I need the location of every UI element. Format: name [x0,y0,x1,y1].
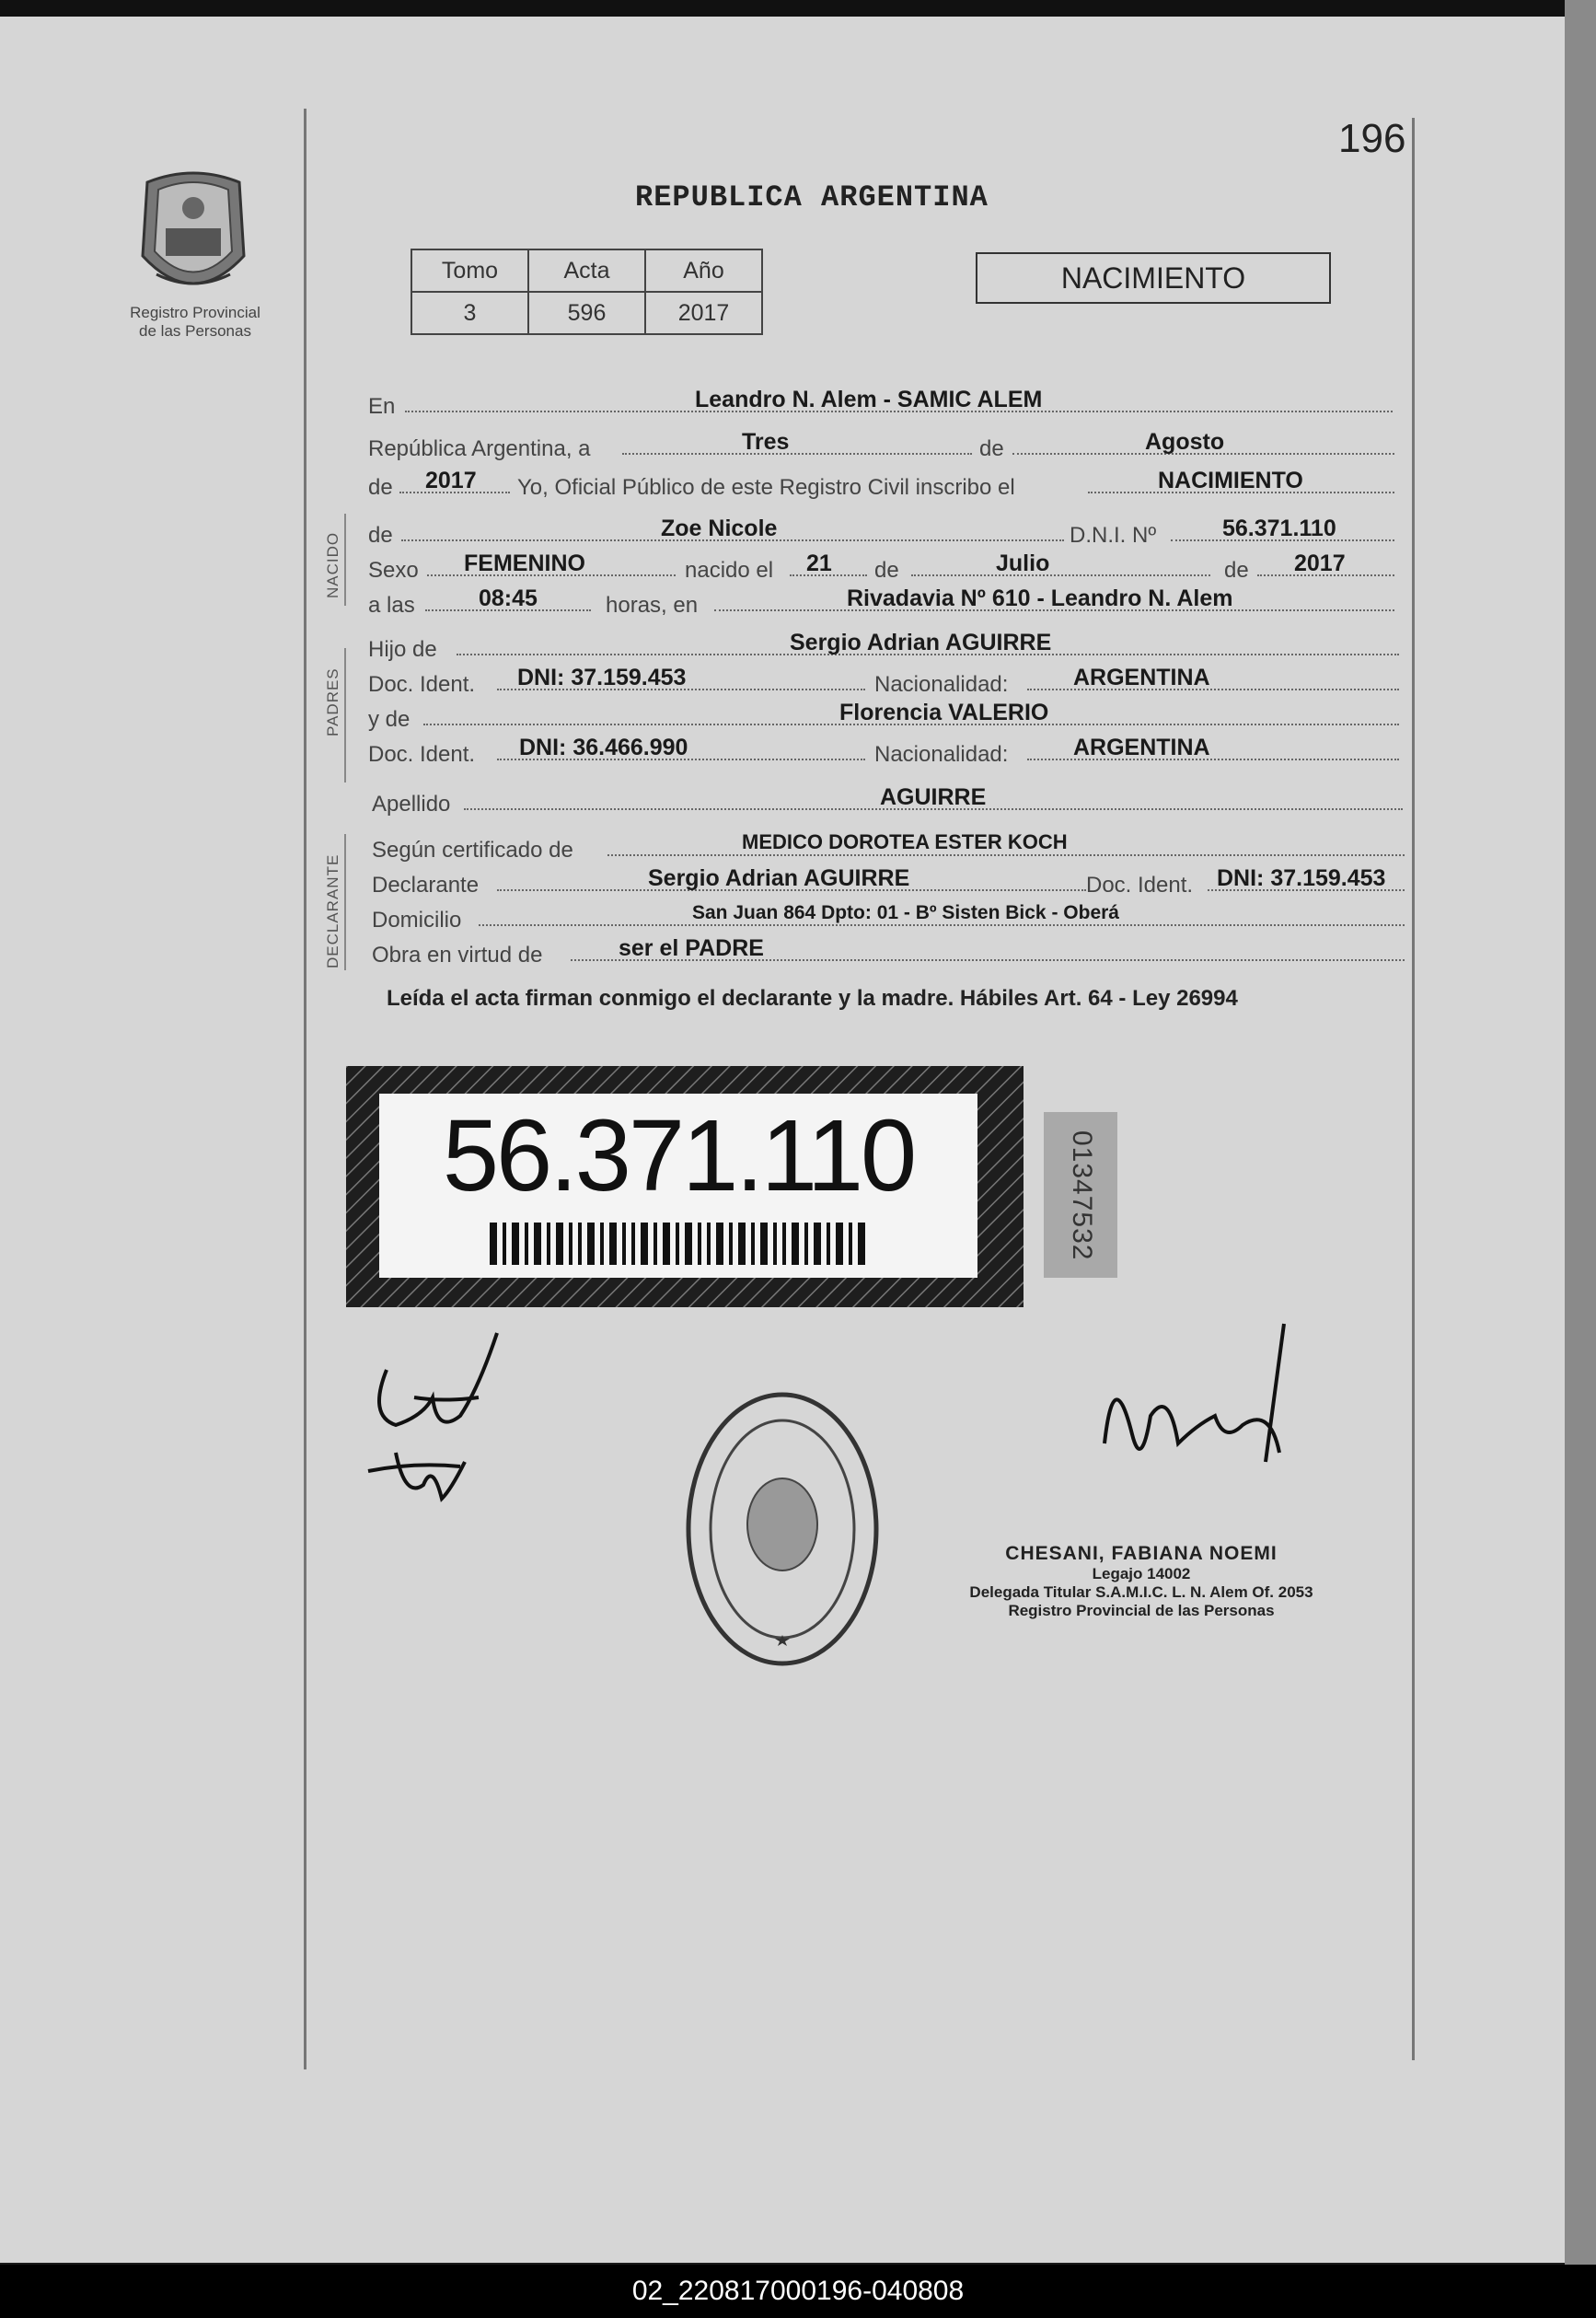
act-type-box: NACIMIENTO [976,252,1331,304]
value-declarante: Sergio Adrian AGUIRRE [648,865,910,891]
right-margin-line [1412,118,1415,2060]
label-certificado: Según certificado de [372,838,573,863]
dni-label-panel [379,1094,977,1278]
ref-value-acta: 596 [528,292,645,334]
row-de-anio [368,468,1394,499]
label-de-nombre: de [368,523,393,548]
value-mes-nacimiento: Julio [996,551,1050,576]
value-certificado: MEDICO DOROTEA ESTER KOCH [742,830,1068,853]
stamp-seal-icon [681,1386,884,1672]
value-doc-declarante: DNI: 37.159.453 [1217,865,1386,891]
left-margin-line [304,109,306,2069]
row-en [368,387,1394,418]
section-nacido: NACIDO [324,531,341,598]
control-code: 01347532 [1067,1130,1097,1261]
legal-text: Leída el acta firman conmigo el declarante y la madre. Hábiles Art. 64 - Ley 26994 [387,986,1238,1011]
signature-officer [1086,1305,1307,1536]
section-divider-nacido [344,514,346,606]
row-republica [368,429,1394,460]
row-declarante [372,865,1405,897]
value-domicilio: San Juan 864 Dpto: 01 - Bº Sisten Bick - Oberá [692,902,1119,923]
label-a-las: a las [368,593,415,618]
label-de-mes: de [979,436,1004,461]
label-en: En [368,394,396,419]
signatory-name: CHESANI, FABIANA NOEMI [1005,1543,1278,1564]
section-padres: PADRES [324,667,341,736]
barcode [490,1223,867,1265]
signatory-legajo: Legajo 14002 [1092,1565,1191,1582]
value-inscribo: NACIMIENTO [1158,468,1303,493]
label-doc-padre: Doc. Ident. [368,672,476,697]
value-nacionalidad-padre: ARGENTINA [1073,665,1210,690]
value-obra: ser el PADRE [619,935,764,961]
dni-label [346,1066,1024,1307]
label-domicilio: Domicilio [372,908,462,933]
value-en: Leandro N. Alem - SAMIC ALEM [695,387,1043,412]
registry-label-line2: de las Personas [139,322,251,340]
signature-declarante [359,1315,525,1536]
value-madre: Florencia VALERIO [839,700,1049,725]
control-strip [1044,1112,1117,1278]
label-declarante: Declarante [372,873,480,898]
signatory-role: Delegada Titular S.A.M.I.C. L. N. Alem Of. 2053 [969,1583,1313,1601]
province-shield-icon [129,164,258,311]
value-padre: Sergio Adrian AGUIRRE [790,630,1052,655]
page-number: 196 [1338,116,1406,161]
row-hijo-de [368,630,1399,661]
value-sexo: FEMENINO [464,551,585,576]
label-inscribo: Yo, Oficial Público de este Registro Civil inscribo el [517,475,1015,500]
label-de-anio: de [368,475,393,500]
registry-label [112,304,278,341]
label-nacido-el: nacido el [685,558,774,583]
ref-header-anio: Año [645,249,762,292]
reference-table [411,249,763,335]
signatory-office: Registro Provincial de las Personas [1008,1602,1275,1619]
dni-label-number: 56.371.110 [442,1099,915,1212]
row-y-de [368,700,1399,731]
row-apellido [372,784,1403,816]
section-declarante: DECLARANTE [324,853,341,968]
right-edge [1565,0,1596,2265]
value-nacionalidad-madre: ARGENTINA [1073,735,1210,760]
signatory-block [948,1543,1335,1620]
ref-value-anio: 2017 [645,292,762,334]
label-y-de: y de [368,707,411,732]
label-de-mes-nacimiento: de [874,558,899,583]
row-hora [368,585,1394,617]
province-seal [129,164,258,311]
ref-header-tomo: Tomo [411,249,528,292]
section-divider-padres [344,648,346,782]
document-title: REPUBLICA ARGENTINA [635,180,989,214]
document-page [0,17,1565,2263]
label-hijo-de: Hijo de [368,637,437,662]
label-republica: República Argentina, a [368,436,591,461]
value-doc-madre: DNI: 36.466.990 [519,735,688,760]
value-dia: Tres [742,429,790,455]
value-dia-nacimiento: 21 [806,551,832,576]
row-doc-madre [368,735,1399,766]
row-domicilio [372,900,1405,932]
section-divider-declarante [344,834,346,970]
row-certificado [372,830,1405,862]
row-obra [372,935,1405,967]
label-sexo: Sexo [368,558,419,583]
value-mes: Agosto [1145,429,1225,455]
footer-code: 02_220817000196-040808 [0,2265,1596,2318]
official-stamp [681,1386,884,1672]
value-nombre: Zoe Nicole [661,516,778,541]
label-apellido: Apellido [372,792,451,817]
value-dni: 56.371.110 [1222,516,1336,541]
label-nacionalidad-padre: Nacionalidad: [874,672,1009,697]
value-anio-nacimiento: 2017 [1294,551,1346,576]
label-de-anio-nacimiento: de [1224,558,1249,583]
label-horas-en: horas, en [606,593,699,618]
label-dni: D.N.I. Nº [1070,523,1157,548]
value-apellido: AGUIRRE [880,784,987,810]
value-lugar-nacimiento: Rivadavia Nº 610 - Leandro N. Alem [847,585,1233,611]
label-doc-madre: Doc. Ident. [368,742,476,767]
row-sexo [368,551,1394,582]
ref-header-acta: Acta [528,249,645,292]
row-nombre [368,516,1394,547]
label-nacionalidad-madre: Nacionalidad: [874,742,1009,767]
registry-label-line1: Registro Provincial [130,304,260,321]
label-doc-declarante: Doc. Ident. [1086,873,1194,898]
value-doc-padre: DNI: 37.159.453 [517,665,687,690]
row-doc-padre [368,665,1399,696]
ref-value-tomo: 3 [411,292,528,334]
value-hora: 08:45 [479,585,538,611]
value-anio: 2017 [425,468,477,493]
label-obra: Obra en virtud de [372,943,543,968]
